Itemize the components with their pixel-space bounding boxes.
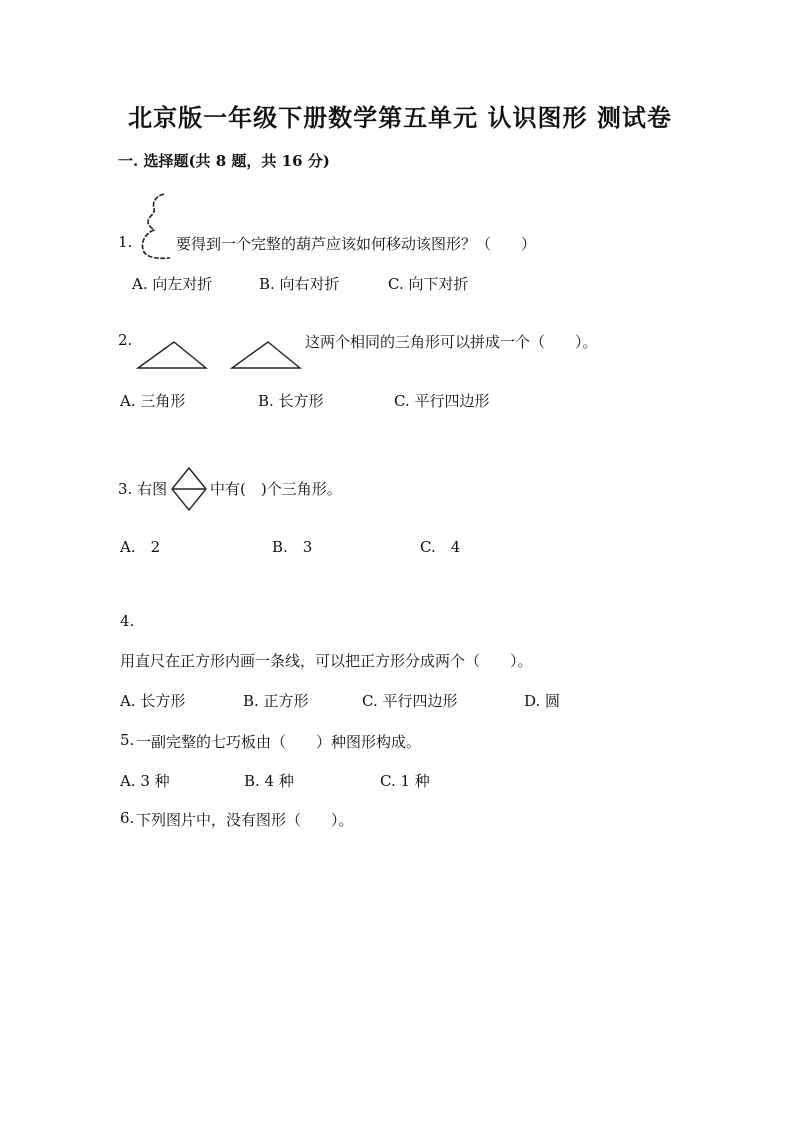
question-6-number: 6. <box>120 809 135 827</box>
half-gourd-figure <box>136 192 176 260</box>
question-1-option-b[interactable]: B. 向右对折 <box>259 275 340 293</box>
question-4-option-b[interactable]: B. 正方形 <box>243 692 309 710</box>
question-1-option-c[interactable]: C. 向下对折 <box>388 275 469 293</box>
question-2-number: 2. <box>118 331 133 349</box>
question-1-option-a[interactable]: A. 向左对折 <box>132 275 213 293</box>
question-4-text: 用直尺在正方形内画一条线，可以把正方形分成两个（ ）。 <box>120 652 533 670</box>
question-1-text: 要得到一个完整的葫芦应该如何移动该图形？（ ） <box>176 235 537 253</box>
question-1-number: 1. <box>118 233 133 251</box>
question-3-number: 3. 右图 <box>118 480 168 498</box>
question-2-text: 这两个相同的三角形可以拼成一个（ ）。 <box>305 333 598 351</box>
section-heading: 一. 选择题(共 8 题，共 16 分) <box>118 152 330 170</box>
question-4-option-a[interactable]: A. 长方形 <box>120 692 186 710</box>
question-2-option-b[interactable]: B. 长方形 <box>258 392 324 410</box>
question-2-option-c[interactable]: C. 平行四边形 <box>394 392 490 410</box>
question-6-text: 下列图片中，没有图形（ ）。 <box>136 811 354 829</box>
question-5-option-a[interactable]: A. 3 种 <box>120 772 170 790</box>
question-2-option-a[interactable]: A. 三角形 <box>120 392 186 410</box>
question-3-text: 中有( )个三角形。 <box>210 480 342 498</box>
question-4-option-c[interactable]: C. 平行四边形 <box>362 692 458 710</box>
question-3-option-c[interactable]: C. 4 <box>420 538 461 556</box>
question-3-option-a[interactable]: A. 2 <box>120 538 161 556</box>
question-5-option-c[interactable]: C. 1 种 <box>380 772 430 790</box>
two-triangles-figure <box>136 336 316 372</box>
question-5-text: 一副完整的七巧板由（ ）种图形构成。 <box>136 733 422 751</box>
question-5-option-b[interactable]: B. 4 种 <box>244 772 294 790</box>
page-title: 北京版一年级下册数学第五单元 认识图形 测试卷 <box>128 103 672 132</box>
diamond-figure <box>170 466 208 512</box>
question-3-option-b[interactable]: B. 3 <box>272 538 313 556</box>
question-5-number: 5. <box>120 731 135 749</box>
question-4-option-d[interactable]: D. 圆 <box>524 692 561 710</box>
question-4-number: 4. <box>120 612 135 630</box>
